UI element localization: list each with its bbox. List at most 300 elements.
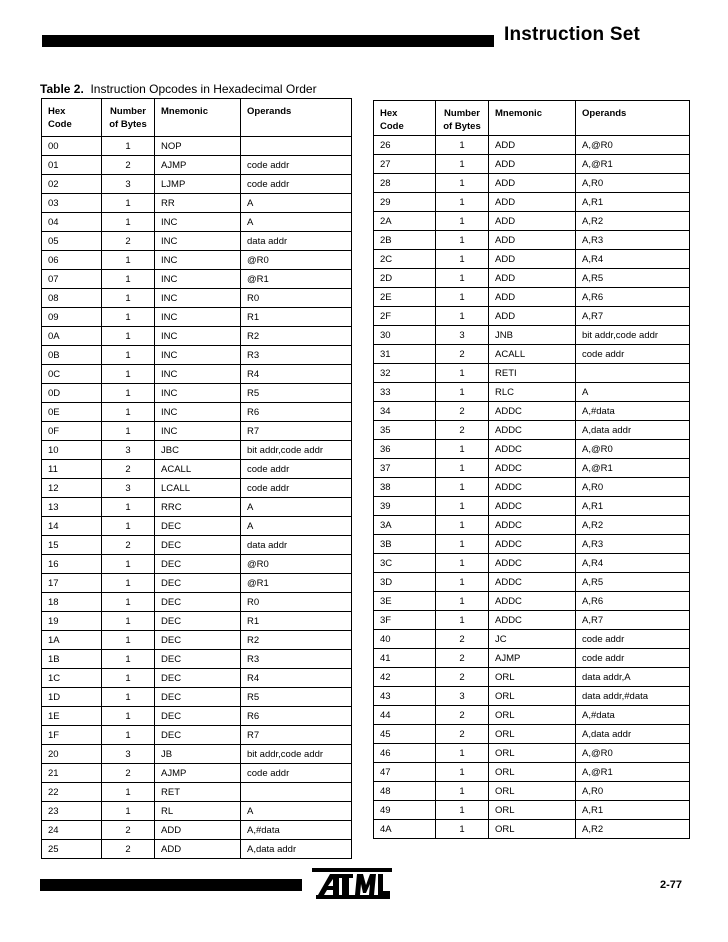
cell-mnemonic: DEC <box>155 650 241 669</box>
cell-byte-count: 1 <box>436 155 489 174</box>
cell-operands: bit addr,code addr <box>576 326 690 345</box>
cell-byte-count: 2 <box>436 668 489 687</box>
cell-byte-count: 1 <box>436 820 489 839</box>
opcode-table-right <box>373 100 690 839</box>
cell-byte-count: 2 <box>436 649 489 668</box>
cell-byte-count: 1 <box>436 763 489 782</box>
cell-hex-code: 00 <box>42 137 102 156</box>
table-row <box>374 478 690 497</box>
cell-mnemonic: ACALL <box>155 460 241 479</box>
cell-byte-count: 1 <box>436 592 489 611</box>
cell-operands: R3 <box>241 650 352 669</box>
cell-byte-count: 3 <box>102 175 155 194</box>
cell-byte-count: 1 <box>436 801 489 820</box>
cell-byte-count: 1 <box>102 422 155 441</box>
table-row <box>42 688 352 707</box>
cell-operands: code addr <box>241 156 352 175</box>
cell-mnemonic: ORL <box>489 668 576 687</box>
cell-hex-code: 33 <box>374 383 436 402</box>
cell-operands: A,R6 <box>576 288 690 307</box>
cell-byte-count: 2 <box>436 402 489 421</box>
cell-byte-count: 1 <box>436 174 489 193</box>
cell-mnemonic: LJMP <box>155 175 241 194</box>
table-row <box>42 802 352 821</box>
cell-operands: A,data addr <box>241 840 352 859</box>
cell-hex-code: 12 <box>42 479 102 498</box>
table-caption <box>40 82 317 96</box>
cell-operands: A,R1 <box>576 801 690 820</box>
cell-byte-count: 2 <box>436 421 489 440</box>
cell-mnemonic: DEC <box>155 555 241 574</box>
cell-byte-count: 1 <box>436 383 489 402</box>
cell-byte-count: 1 <box>102 308 155 327</box>
cell-mnemonic: JBC <box>155 441 241 460</box>
cell-byte-count: 3 <box>102 441 155 460</box>
cell-mnemonic: NOP <box>155 137 241 156</box>
cell-mnemonic: INC <box>155 308 241 327</box>
cell-mnemonic: ORL <box>489 744 576 763</box>
cell-mnemonic: ADD <box>489 250 576 269</box>
cell-byte-count: 1 <box>102 669 155 688</box>
cell-hex-code: 32 <box>374 364 436 383</box>
cell-hex-code: 1D <box>42 688 102 707</box>
cell-byte-count: 3 <box>436 687 489 706</box>
cell-operands: code addr <box>576 345 690 364</box>
cell-byte-count: 1 <box>102 403 155 422</box>
cell-byte-count: 1 <box>436 478 489 497</box>
cell-hex-code: 11 <box>42 460 102 479</box>
cell-mnemonic: ADD <box>489 174 576 193</box>
cell-operands: R3 <box>241 346 352 365</box>
cell-hex-code: 40 <box>374 630 436 649</box>
cell-operands: R4 <box>241 669 352 688</box>
cell-hex-code: 23 <box>42 802 102 821</box>
cell-mnemonic: INC <box>155 422 241 441</box>
table-row <box>42 194 352 213</box>
cell-hex-code: 3F <box>374 611 436 630</box>
cell-hex-code: 42 <box>374 668 436 687</box>
table-row <box>374 364 690 383</box>
cell-hex-code: 38 <box>374 478 436 497</box>
cell-hex-code: 30 <box>374 326 436 345</box>
cell-byte-count: 1 <box>436 269 489 288</box>
table-row <box>374 250 690 269</box>
table-row <box>374 554 690 573</box>
col-number-header: Number of Bytes <box>436 101 489 136</box>
cell-hex-code: 0A <box>42 327 102 346</box>
cell-mnemonic: INC <box>155 346 241 365</box>
table-row <box>374 668 690 687</box>
cell-mnemonic: ORL <box>489 801 576 820</box>
cell-operands: A,@R1 <box>576 763 690 782</box>
cell-operands: code addr <box>576 630 690 649</box>
cell-byte-count: 3 <box>102 745 155 764</box>
table-row <box>42 156 352 175</box>
cell-mnemonic: ADD <box>155 840 241 859</box>
cell-mnemonic: ADDC <box>489 592 576 611</box>
cell-byte-count: 1 <box>102 270 155 289</box>
cell-operands: A,data addr <box>576 421 690 440</box>
cell-byte-count: 1 <box>102 555 155 574</box>
cell-byte-count: 1 <box>436 440 489 459</box>
table-row <box>374 459 690 478</box>
cell-operands <box>576 364 690 383</box>
cell-byte-count: 1 <box>436 611 489 630</box>
table-row <box>42 726 352 745</box>
cell-hex-code: 49 <box>374 801 436 820</box>
cell-byte-count: 1 <box>102 650 155 669</box>
table-row <box>374 440 690 459</box>
cell-byte-count: 1 <box>436 744 489 763</box>
cell-byte-count: 1 <box>436 573 489 592</box>
page-number: 2-77 <box>660 879 683 891</box>
atmel-logo <box>312 865 392 903</box>
table-row <box>374 611 690 630</box>
table-row <box>42 783 352 802</box>
cell-byte-count: 1 <box>102 365 155 384</box>
cell-byte-count: 1 <box>102 289 155 308</box>
cell-operands: R0 <box>241 289 352 308</box>
cell-mnemonic: RRC <box>155 498 241 517</box>
table-row <box>42 479 352 498</box>
cell-operands: R7 <box>241 726 352 745</box>
cell-hex-code: 27 <box>374 155 436 174</box>
table-row <box>374 136 690 155</box>
cell-mnemonic: ACALL <box>489 345 576 364</box>
cell-mnemonic: AJMP <box>155 764 241 783</box>
cell-byte-count: 1 <box>436 782 489 801</box>
cell-mnemonic: ORL <box>489 687 576 706</box>
cell-mnemonic: ORL <box>489 725 576 744</box>
table-caption-label: Table 2. <box>40 82 84 96</box>
table-row <box>374 820 690 839</box>
table-row <box>374 155 690 174</box>
cell-hex-code: 46 <box>374 744 436 763</box>
cell-hex-code: 16 <box>42 555 102 574</box>
cell-operands: A,R7 <box>576 611 690 630</box>
cell-operands: data addr <box>241 232 352 251</box>
table-row <box>42 251 352 270</box>
table-row <box>42 346 352 365</box>
table-row <box>374 782 690 801</box>
cell-hex-code: 3E <box>374 592 436 611</box>
cell-operands: A,R0 <box>576 174 690 193</box>
table-row <box>42 384 352 403</box>
cell-hex-code: 0B <box>42 346 102 365</box>
cell-byte-count: 1 <box>436 554 489 573</box>
cell-hex-code: 4A <box>374 820 436 839</box>
cell-mnemonic: ADDC <box>489 497 576 516</box>
cell-hex-code: 22 <box>42 783 102 802</box>
table-row <box>42 365 352 384</box>
cell-mnemonic: ADDC <box>489 535 576 554</box>
cell-mnemonic: ADDC <box>489 611 576 630</box>
cell-mnemonic: RLC <box>489 383 576 402</box>
cell-mnemonic: RL <box>155 802 241 821</box>
cell-mnemonic: INC <box>155 327 241 346</box>
table-row <box>42 745 352 764</box>
cell-operands: code addr <box>576 649 690 668</box>
cell-mnemonic: ADDC <box>489 440 576 459</box>
cell-hex-code: 03 <box>42 194 102 213</box>
cell-byte-count: 2 <box>436 725 489 744</box>
cell-hex-code: 25 <box>42 840 102 859</box>
table-row <box>42 612 352 631</box>
cell-mnemonic: ADD <box>489 231 576 250</box>
cell-operands: A,@R0 <box>576 440 690 459</box>
cell-mnemonic: DEC <box>155 593 241 612</box>
table-row <box>374 573 690 592</box>
cell-byte-count: 1 <box>102 574 155 593</box>
cell-hex-code: 26 <box>374 136 436 155</box>
cell-mnemonic: DEC <box>155 517 241 536</box>
table-row <box>42 175 352 194</box>
cell-hex-code: 34 <box>374 402 436 421</box>
cell-byte-count: 2 <box>102 460 155 479</box>
table-row <box>42 441 352 460</box>
cell-operands: A,R4 <box>576 250 690 269</box>
cell-operands: A,R3 <box>576 231 690 250</box>
cell-mnemonic: ADD <box>489 307 576 326</box>
cell-byte-count: 1 <box>102 612 155 631</box>
cell-mnemonic: INC <box>155 270 241 289</box>
cell-byte-count: 1 <box>102 213 155 232</box>
cell-mnemonic: ADD <box>489 269 576 288</box>
header-rule <box>42 35 494 47</box>
table-row <box>42 403 352 422</box>
table-row <box>374 535 690 554</box>
cell-operands: R1 <box>241 308 352 327</box>
table-row <box>42 593 352 612</box>
cell-operands: data addr,#data <box>576 687 690 706</box>
table-row <box>374 744 690 763</box>
col-mnemonic-header: Mnemonic <box>155 99 241 137</box>
table-row <box>374 516 690 535</box>
cell-operands: A,R0 <box>576 782 690 801</box>
cell-mnemonic: ADD <box>489 212 576 231</box>
cell-mnemonic: RETI <box>489 364 576 383</box>
cell-mnemonic: RET <box>155 783 241 802</box>
table-row <box>374 269 690 288</box>
cell-hex-code: 2D <box>374 269 436 288</box>
cell-operands: R2 <box>241 631 352 650</box>
cell-mnemonic: INC <box>155 232 241 251</box>
cell-mnemonic: ADD <box>489 136 576 155</box>
cell-operands: R4 <box>241 365 352 384</box>
cell-byte-count: 1 <box>102 346 155 365</box>
cell-operands: R5 <box>241 384 352 403</box>
table-header-row <box>374 101 690 136</box>
cell-hex-code: 1C <box>42 669 102 688</box>
cell-mnemonic: INC <box>155 403 241 422</box>
cell-hex-code: 05 <box>42 232 102 251</box>
cell-hex-code: 2C <box>374 250 436 269</box>
cell-mnemonic: ORL <box>489 763 576 782</box>
cell-hex-code: 0F <box>42 422 102 441</box>
cell-operands: A,#data <box>576 706 690 725</box>
col-mnemonic-header: Mnemonic <box>489 101 576 136</box>
cell-operands: R2 <box>241 327 352 346</box>
cell-operands: A,R1 <box>576 193 690 212</box>
cell-hex-code: 31 <box>374 345 436 364</box>
cell-mnemonic: ADDC <box>489 402 576 421</box>
table-row <box>42 764 352 783</box>
cell-hex-code: 2E <box>374 288 436 307</box>
table-row <box>374 212 690 231</box>
cell-operands: R1 <box>241 612 352 631</box>
cell-operands: A,R2 <box>576 820 690 839</box>
cell-mnemonic: DEC <box>155 726 241 745</box>
cell-mnemonic: DEC <box>155 669 241 688</box>
cell-hex-code: 2A <box>374 212 436 231</box>
cell-operands: A <box>241 213 352 232</box>
cell-hex-code: 18 <box>42 593 102 612</box>
table-row <box>374 763 690 782</box>
cell-operands: A,R3 <box>576 535 690 554</box>
col-operands-header: Operands <box>241 99 352 137</box>
cell-operands: R6 <box>241 707 352 726</box>
table-row <box>42 327 352 346</box>
cell-mnemonic: INC <box>155 289 241 308</box>
cell-operands: A,R7 <box>576 307 690 326</box>
cell-operands: @R1 <box>241 270 352 289</box>
cell-hex-code: 09 <box>42 308 102 327</box>
page-title: Instruction Set <box>504 24 641 45</box>
cell-hex-code: 44 <box>374 706 436 725</box>
cell-byte-count: 1 <box>102 194 155 213</box>
cell-byte-count: 2 <box>102 156 155 175</box>
cell-byte-count: 3 <box>436 326 489 345</box>
cell-byte-count: 1 <box>436 535 489 554</box>
table-row <box>374 345 690 364</box>
cell-operands: A,R2 <box>576 212 690 231</box>
table-row <box>42 536 352 555</box>
table-header-row <box>42 99 352 137</box>
cell-operands: A <box>241 802 352 821</box>
cell-hex-code: 43 <box>374 687 436 706</box>
cell-byte-count: 1 <box>436 193 489 212</box>
cell-byte-count: 1 <box>102 251 155 270</box>
table-row <box>42 650 352 669</box>
table-row <box>42 517 352 536</box>
table-row <box>374 193 690 212</box>
cell-hex-code: 15 <box>42 536 102 555</box>
cell-operands <box>241 137 352 156</box>
cell-hex-code: 41 <box>374 649 436 668</box>
cell-byte-count: 1 <box>436 307 489 326</box>
table-row <box>42 669 352 688</box>
cell-hex-code: 2B <box>374 231 436 250</box>
cell-byte-count: 2 <box>436 345 489 364</box>
cell-mnemonic: ADDC <box>489 421 576 440</box>
cell-mnemonic: DEC <box>155 536 241 555</box>
table-row <box>374 706 690 725</box>
cell-hex-code: 39 <box>374 497 436 516</box>
cell-hex-code: 1A <box>42 631 102 650</box>
table-row <box>42 137 352 156</box>
cell-mnemonic: AJMP <box>489 649 576 668</box>
cell-operands: A,@R1 <box>576 155 690 174</box>
cell-operands: @R0 <box>241 251 352 270</box>
col-hex-header: Hex Code <box>42 99 102 137</box>
cell-mnemonic: ADD <box>489 193 576 212</box>
cell-byte-count: 1 <box>102 498 155 517</box>
cell-byte-count: 1 <box>436 250 489 269</box>
cell-hex-code: 01 <box>42 156 102 175</box>
cell-hex-code: 07 <box>42 270 102 289</box>
cell-hex-code: 37 <box>374 459 436 478</box>
footer-rule <box>40 879 302 891</box>
cell-hex-code: 08 <box>42 289 102 308</box>
table-row <box>374 592 690 611</box>
cell-byte-count: 1 <box>102 327 155 346</box>
table-row <box>42 840 352 859</box>
cell-hex-code: 1F <box>42 726 102 745</box>
cell-hex-code: 45 <box>374 725 436 744</box>
cell-operands: A,R2 <box>576 516 690 535</box>
cell-operands: A,R6 <box>576 592 690 611</box>
table-row <box>42 232 352 251</box>
cell-byte-count: 2 <box>102 821 155 840</box>
table-row <box>42 270 352 289</box>
cell-operands: @R1 <box>241 574 352 593</box>
cell-hex-code: 0D <box>42 384 102 403</box>
cell-hex-code: 19 <box>42 612 102 631</box>
cell-byte-count: 1 <box>436 497 489 516</box>
cell-operands: A,@R0 <box>576 744 690 763</box>
cell-hex-code: 13 <box>42 498 102 517</box>
cell-hex-code: 35 <box>374 421 436 440</box>
cell-mnemonic: ORL <box>489 706 576 725</box>
cell-byte-count: 1 <box>102 384 155 403</box>
cell-operands: A <box>576 383 690 402</box>
cell-byte-count: 1 <box>102 783 155 802</box>
cell-operands: data addr <box>241 536 352 555</box>
table-row <box>42 460 352 479</box>
cell-hex-code: 2F <box>374 307 436 326</box>
cell-operands: R6 <box>241 403 352 422</box>
cell-mnemonic: DEC <box>155 574 241 593</box>
cell-hex-code: 04 <box>42 213 102 232</box>
cell-mnemonic: INC <box>155 213 241 232</box>
cell-byte-count: 3 <box>102 479 155 498</box>
cell-hex-code: 02 <box>42 175 102 194</box>
cell-byte-count: 1 <box>436 364 489 383</box>
cell-byte-count: 2 <box>102 764 155 783</box>
cell-byte-count: 1 <box>436 516 489 535</box>
cell-mnemonic: JNB <box>489 326 576 345</box>
opcode-table-left <box>41 98 352 859</box>
cell-mnemonic: RR <box>155 194 241 213</box>
table-row <box>374 421 690 440</box>
cell-byte-count: 1 <box>436 136 489 155</box>
cell-operands: A,R4 <box>576 554 690 573</box>
cell-operands: data addr,A <box>576 668 690 687</box>
cell-hex-code: 21 <box>42 764 102 783</box>
cell-hex-code: 47 <box>374 763 436 782</box>
cell-operands: @R0 <box>241 555 352 574</box>
cell-mnemonic: AJMP <box>155 156 241 175</box>
cell-hex-code: 28 <box>374 174 436 193</box>
cell-operands: A,#data <box>241 821 352 840</box>
table-row <box>42 574 352 593</box>
cell-operands: code addr <box>241 460 352 479</box>
cell-byte-count: 1 <box>436 459 489 478</box>
cell-byte-count: 1 <box>436 231 489 250</box>
cell-operands: code addr <box>241 175 352 194</box>
table-row <box>374 326 690 345</box>
cell-operands: bit addr,code addr <box>241 441 352 460</box>
